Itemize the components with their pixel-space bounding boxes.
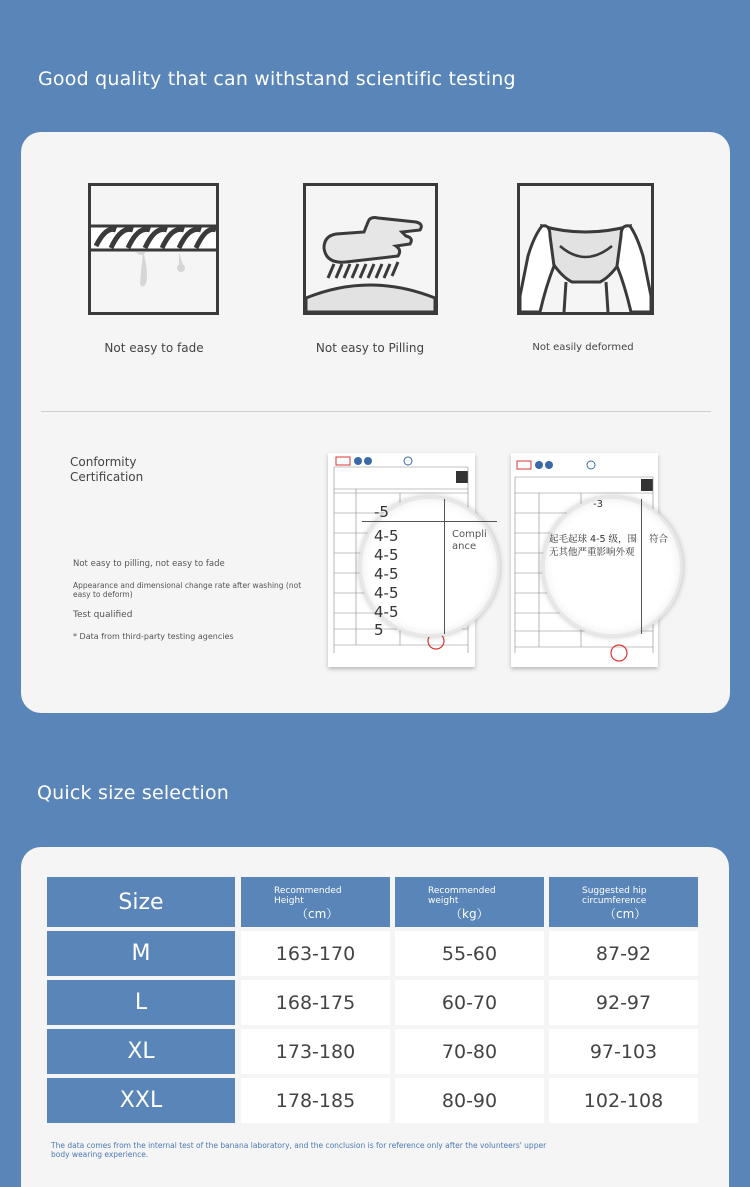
height-cell: 163-170 [241,931,390,976]
feature-label-fade: Not easy to fade [104,341,204,355]
test-report-document-2 [511,453,669,667]
hip-cell: 102-108 [549,1078,698,1123]
size-cell: XXL [47,1078,235,1123]
weight-cell: 60-70 [395,980,544,1025]
magnified-value: 4-5 [374,565,399,583]
hands-stretch-underwear-icon [517,183,654,315]
header-weight-unit: （kg） [450,906,489,921]
weight-cell: 70-80 [395,1029,544,1074]
height-cell: 173-180 [241,1029,390,1074]
section-divider [41,411,711,412]
header-hip [549,877,698,927]
magnifier-lens-2 [542,496,683,637]
header-weight-label: Recommended weight [428,885,496,906]
hip-cell: 97-103 [549,1029,698,1074]
weight-cell: 80-90 [395,1078,544,1123]
test-report-document-1 [328,453,487,667]
magnified-value-top: -5 [374,503,389,521]
header-weight [395,877,544,927]
magnified-value: 4-5 [374,603,399,621]
size-footnote: The data comes from the internal test of the banana laboratory, and the conclusion is for reference only after the volunteers' upper body wearing experience. [51,1141,547,1159]
magnified-value: 4-5 [374,546,399,564]
height-cell: 178-185 [241,1078,390,1123]
certification-title-line2: Certification [70,470,144,484]
hand-brush-icon [303,183,438,315]
magnified-value: 5 [374,621,384,639]
header-hip-unit: （cm） [604,906,647,921]
size-card [21,847,729,1187]
magnifier-lens-1 [359,496,500,637]
magnified-top-text: -3 [593,499,603,510]
height-cell: 168-175 [241,980,390,1025]
cert-line-dimensional: Appearance and dimensional change rate after washing (not easy to deform) [73,581,302,599]
magnified-value: 4-5 [374,584,399,602]
cert-line-qualified: Test qualified [73,610,133,620]
header-size: Size [47,877,235,927]
certification-title-line1: Conformity [70,455,137,469]
cert-line-third-party: * Data from third-party testing agencies [73,632,234,641]
magnified-text-line1: 起毛起球 4-5 级，围 [549,534,638,545]
feature-label-pilling: Not easy to Pilling [315,341,425,355]
certification-title [70,455,143,485]
size-cell: XL [47,1029,235,1074]
header-hip-label: Suggested hip circumference [582,885,647,906]
cert-line-pilling-fade: Not easy to pilling, not easy to fade [73,559,225,569]
size-cell: M [47,931,235,976]
magnified-text-line2: 无其他严重影响外观 [549,547,635,558]
header-height-unit: （cm） [296,906,339,921]
rope-fade-icon [88,183,219,315]
magnified-compliance-cn: 符合 [649,534,669,545]
size-section-title: Quick size selection [37,782,230,804]
hip-cell: 87-92 [549,931,698,976]
magnified-value: 4-5 [374,527,399,545]
header-height [241,877,390,927]
header-height-label: Recommended Height [274,885,342,906]
hip-cell: 92-97 [549,980,698,1025]
quality-card [21,132,730,713]
weight-cell: 55-60 [395,931,544,976]
feature-label-deformed: Not easily deformed [532,342,634,353]
magnified-compliance: Compli ance [452,529,487,552]
size-cell: L [47,980,235,1025]
quality-section-title: Good quality that can withstand scientific testing [38,68,516,90]
